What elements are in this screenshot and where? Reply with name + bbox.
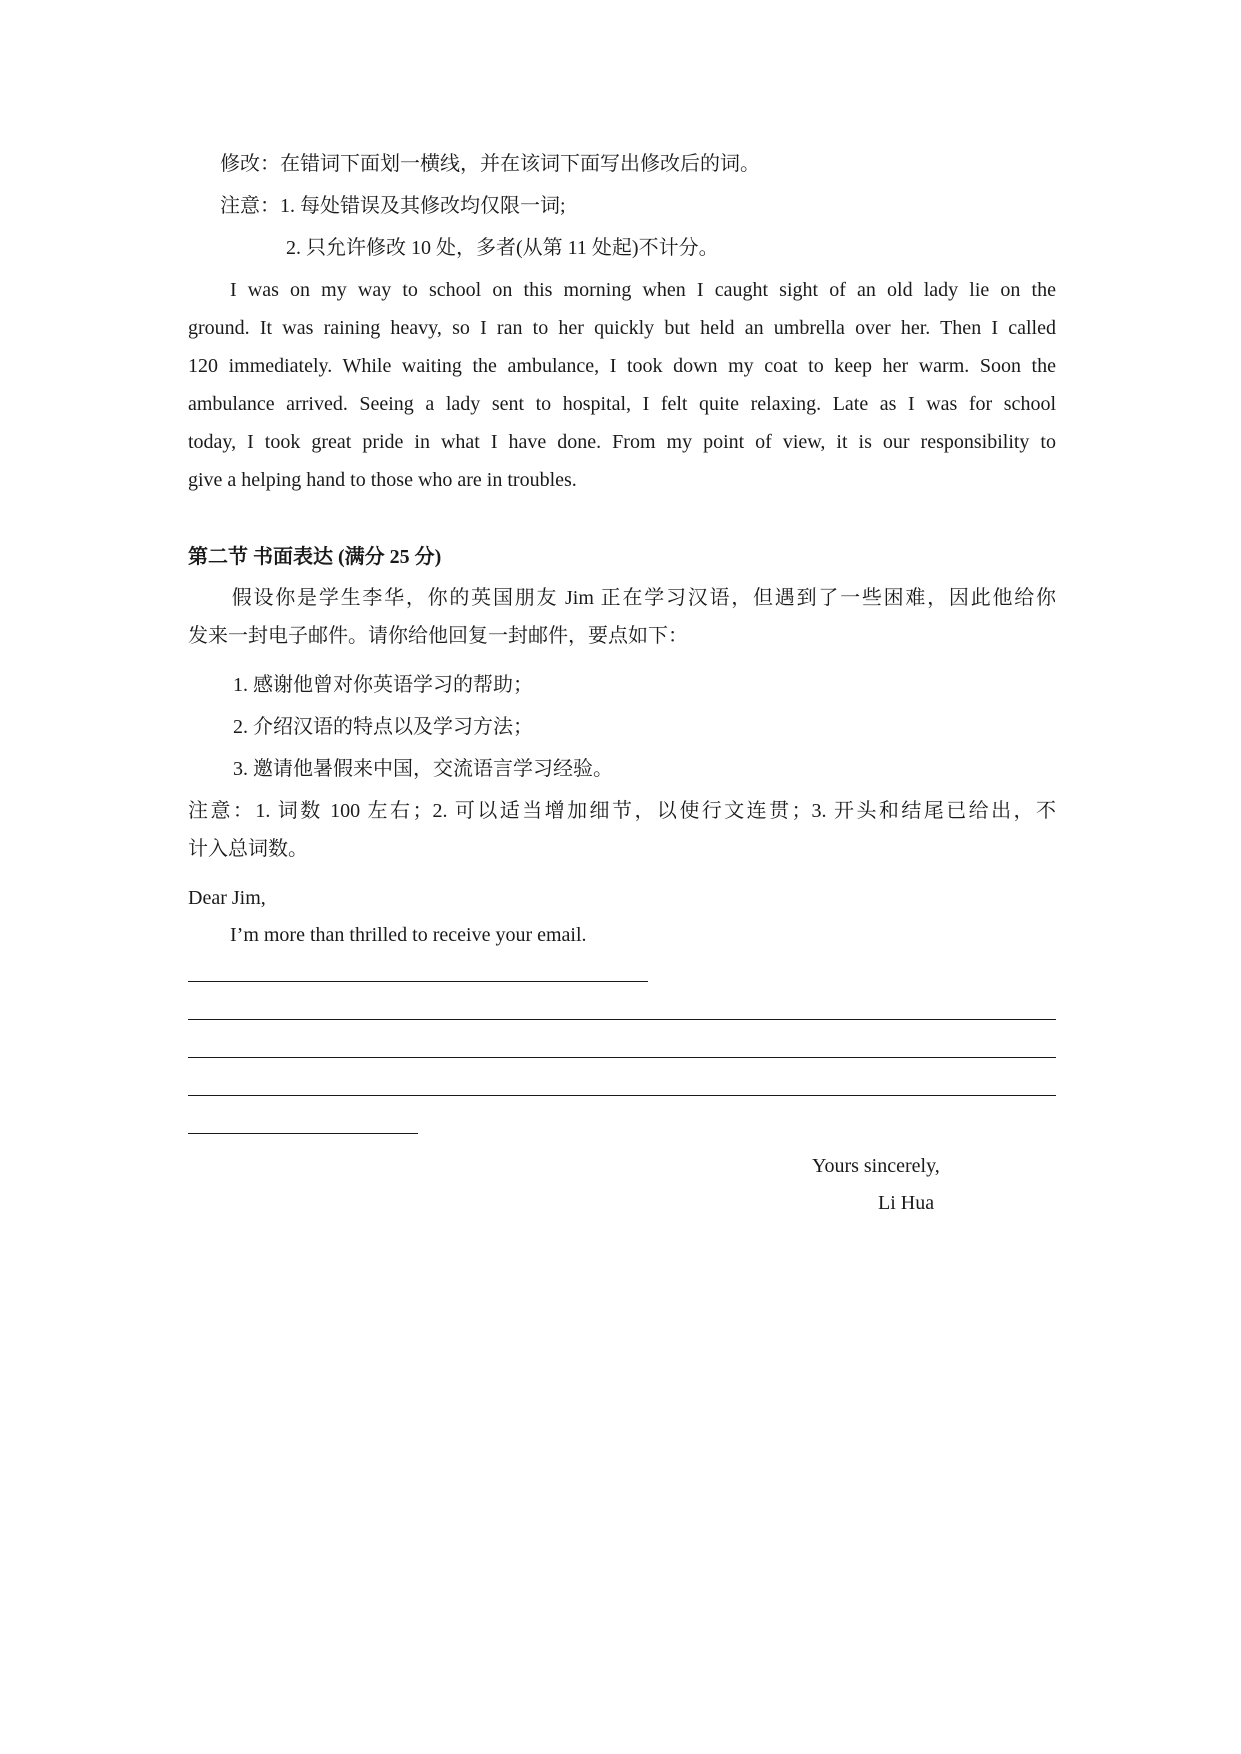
writing-line[interactable] [188, 1133, 418, 1134]
writing-line[interactable] [188, 981, 648, 982]
passage-line: 120 immediately. While waiting the ambulance, I took down my coat to keep her warm. Soon the [188, 355, 1056, 377]
letter-closing: Yours sincerely, [812, 1155, 940, 1177]
writing-notes [188, 792, 1056, 868]
note-line-2: 2. 只允许修改 10 处，多者(从第 11 处起)不计分。 [286, 237, 719, 259]
note-line-1: 注意：1. 每处错误及其修改均仅限一词; [220, 195, 566, 217]
letter-opening: I’m more than thrilled to receive your email. [230, 924, 587, 946]
notes-line: 计入总词数。 [188, 838, 308, 860]
passage-line: I was on my way to school on this morning when I caught sight of an old lady lie on the [230, 279, 1056, 301]
writing-line[interactable] [188, 1057, 1056, 1058]
error-correction-passage [188, 271, 1056, 499]
writing-prompt [188, 579, 1056, 655]
writing-line[interactable] [188, 1019, 1056, 1020]
passage-line: ground. It was raining heavy, so I ran to her quickly but held an umbrella over her. Then I called [188, 317, 1056, 339]
revise-instruction: 修改：在错词下面划一横线，并在该词下面写出修改后的词。 [220, 153, 760, 175]
prompt-line: 假设你是学生李华，你的英国朋友 Jim 正在学习汉语，但遇到了一些困难，因此他给你 [230, 587, 1056, 609]
passage-line: give a helping hand to those who are in troubles. [188, 469, 577, 491]
notes-line: 注意：1. 词数 100 左右；2. 可以适当增加细节，以使行文连贯；3. 开头和结尾已给出，不 [188, 800, 1056, 822]
section-heading: 第二节 书面表达 (满分 25 分) [188, 546, 442, 568]
letter-signature: Li Hua [878, 1192, 935, 1214]
letter-greeting: Dear Jim, [188, 887, 266, 909]
passage-line: today, I took great pride in what I have done. From my point of view, it is our responsibility to [188, 431, 1056, 453]
point-item: 2. 介绍汉语的特点以及学习方法； [233, 716, 533, 738]
passage-line: ambulance arrived. Seeing a lady sent to hospital, I felt quite relaxing. Late as I was for school [188, 393, 1056, 415]
writing-line[interactable] [188, 1095, 1056, 1096]
prompt-line: 发来一封电子邮件。请你给他回复一封邮件，要点如下： [188, 625, 688, 647]
point-item: 3. 邀请他暑假来中国，交流语言学习经验。 [233, 758, 613, 780]
point-item: 1. 感谢他曾对你英语学习的帮助； [233, 674, 533, 696]
